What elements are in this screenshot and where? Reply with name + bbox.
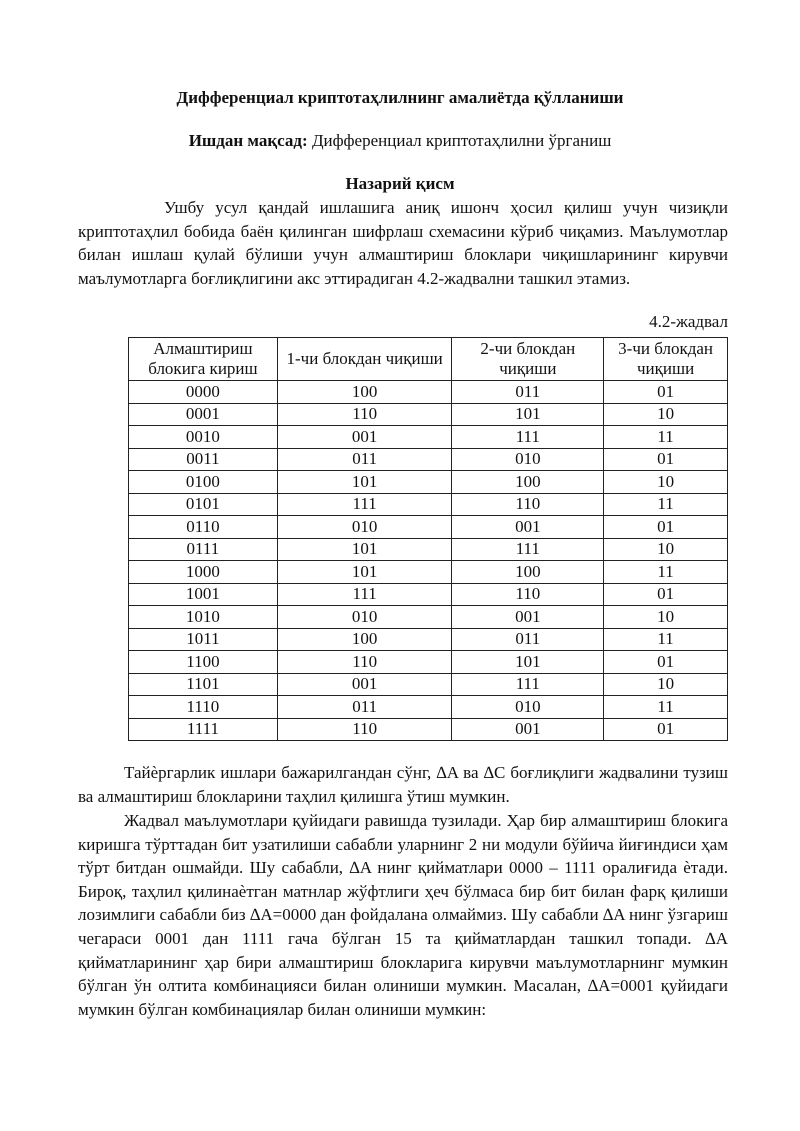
table-cell: 0010 bbox=[129, 426, 278, 449]
table-cell: 101 bbox=[277, 561, 452, 584]
table-row bbox=[129, 426, 728, 449]
table-cell: 001 bbox=[452, 516, 604, 539]
table-cell: 1000 bbox=[129, 561, 278, 584]
table-cell: 100 bbox=[452, 561, 604, 584]
table-cell: 101 bbox=[452, 403, 604, 426]
table-cell: 011 bbox=[277, 448, 452, 471]
table-cell: 110 bbox=[277, 718, 452, 741]
table-cell: 010 bbox=[277, 606, 452, 629]
paragraph-table-construction-text: Жадвал маълумотлари қуйидаги равишда тузилади. Ҳар бир алмаштириш блокига киришга тўрттадан бит узатилиши сабабли уларнинг 2 ни модули бўйича йиғиндиси ҳам тўрт битдан ошмайди. Шу сабабли, ∆A нинг қийматлари 0000 – 1111 оралиғида ѐтади. Бироқ, таҳлил қилинаѐтган матнлар жўфтлиги ҳеч бўлмаса бир бит билан фарқ қилиши лозимлиги сабабли биз ∆A=0000 дан фойдалана олмаймиз. Шу сабабли ∆A нинг ўзгариш чегараси 0001 дан 1111 гача бўлган 15 та қийматлардан ташкил топади. ∆A қийматларининг ҳар бири алмаштириш блокларига кирувчи маълумотларнинг мумкин бўлган ўн олтита комбинацияси билан олиниши мумкин. Масалан, ∆A=0001 қуйидаги мумкин бўлган комбинациялар билан олиниши мумкин: bbox=[78, 811, 728, 1019]
table-cell: 111 bbox=[452, 673, 604, 696]
table-cell: 01 bbox=[604, 651, 728, 674]
table-row bbox=[129, 696, 728, 719]
table-row bbox=[129, 448, 728, 471]
goal-text: Дифференциал криптотаҳлилни ўрганиш bbox=[307, 131, 612, 150]
table-cell: 11 bbox=[604, 426, 728, 449]
paragraph-preparation-text: Тайѐргарлик ишлари бажарилгандан сўнг, ∆A ва ∆C боғлиқлиги жадвалини тузиш ва алмаштириш блокларини таҳлил қилишга ўтиш мумкин. bbox=[78, 763, 728, 806]
table-cell: 010 bbox=[452, 696, 604, 719]
table-cell: 110 bbox=[277, 403, 452, 426]
table-cell: 110 bbox=[452, 493, 604, 516]
table-cell: 101 bbox=[277, 471, 452, 494]
header-block3: 3-чи блокдан чиқиши bbox=[604, 338, 728, 381]
table-cell: 0101 bbox=[129, 493, 278, 516]
table-row bbox=[129, 583, 728, 606]
paragraph-table-construction bbox=[78, 809, 728, 1021]
table-cell: 0011 bbox=[129, 448, 278, 471]
table-row bbox=[129, 538, 728, 561]
table-cell: 10 bbox=[604, 606, 728, 629]
table-cell: 0001 bbox=[129, 403, 278, 426]
table-cell: 110 bbox=[277, 651, 452, 674]
table-cell: 11 bbox=[604, 493, 728, 516]
table-row bbox=[129, 493, 728, 516]
table-cell: 0111 bbox=[129, 538, 278, 561]
table-cell: 1011 bbox=[129, 628, 278, 651]
section-title: Назарий қисм bbox=[345, 174, 455, 193]
table-cell: 1001 bbox=[129, 583, 278, 606]
table-cell: 01 bbox=[604, 583, 728, 606]
table-cell: 11 bbox=[604, 561, 728, 584]
table-cell: 111 bbox=[452, 426, 604, 449]
table-cell: 101 bbox=[452, 651, 604, 674]
table-cell: 10 bbox=[604, 471, 728, 494]
table-cell: 01 bbox=[604, 448, 728, 471]
table-header-row bbox=[129, 338, 728, 381]
table-cell: 011 bbox=[277, 696, 452, 719]
table-row bbox=[129, 718, 728, 741]
header-block1: 1-чи блокдан чиқиши bbox=[277, 338, 452, 381]
table-row bbox=[129, 628, 728, 651]
table-cell: 1111 bbox=[129, 718, 278, 741]
header-block2: 2-чи блокдан чиқиши bbox=[452, 338, 604, 381]
paragraph-intro-text: Ушбу усул қандай ишлашига аниқ ишонч ҳосил қилиш учун чизиқли криптотаҳлил бобида баён қилинган шифрлаш схемасини кўриб чиқамиз. Маълумотлар билан ишлаш қулай бўлиши учун алмаштириш блоклари чиқишларининг кирувчи маълумотларга боғлиқлигини акс эттирадиган 4.2-жадвални ташкил этамиз. bbox=[78, 198, 728, 288]
table-cell: 001 bbox=[277, 673, 452, 696]
table-cell: 010 bbox=[452, 448, 604, 471]
table-cell: 101 bbox=[277, 538, 452, 561]
table-cell: 111 bbox=[452, 538, 604, 561]
table-cell: 011 bbox=[452, 628, 604, 651]
table-cell: 111 bbox=[277, 583, 452, 606]
table-row bbox=[129, 673, 728, 696]
table-cell: 111 bbox=[277, 493, 452, 516]
table-cell: 10 bbox=[604, 673, 728, 696]
table-cell: 001 bbox=[452, 718, 604, 741]
table-row bbox=[129, 606, 728, 629]
table-cell: 01 bbox=[604, 516, 728, 539]
table-cell: 100 bbox=[277, 628, 452, 651]
table-cell: 0000 bbox=[129, 381, 278, 404]
table-cell: 11 bbox=[604, 628, 728, 651]
paragraph-intro bbox=[78, 196, 728, 290]
table-row bbox=[129, 471, 728, 494]
table-row bbox=[129, 516, 728, 539]
table-cell: 001 bbox=[277, 426, 452, 449]
table-cell: 001 bbox=[452, 606, 604, 629]
table-cell: 010 bbox=[277, 516, 452, 539]
table-cell: 01 bbox=[604, 381, 728, 404]
table-cell: 10 bbox=[604, 538, 728, 561]
goal-label: Ишдан мақсад: bbox=[188, 131, 308, 150]
table-cell: 1010 bbox=[129, 606, 278, 629]
goal-line bbox=[0, 131, 800, 151]
table-cell: 11 bbox=[604, 696, 728, 719]
table-body bbox=[129, 381, 728, 741]
table-cell: 10 bbox=[604, 403, 728, 426]
table-cell: 110 bbox=[452, 583, 604, 606]
table-row bbox=[129, 651, 728, 674]
table-row bbox=[129, 403, 728, 426]
table-cell: 011 bbox=[452, 381, 604, 404]
table-cell: 100 bbox=[277, 381, 452, 404]
paragraph-preparation bbox=[78, 761, 728, 808]
header-input: Алмаштириш блокига кириш bbox=[129, 338, 278, 381]
table-caption: 4.2-жадвал bbox=[649, 312, 728, 331]
table-cell: 100 bbox=[452, 471, 604, 494]
table-row bbox=[129, 561, 728, 584]
table-cell: 01 bbox=[604, 718, 728, 741]
substitution-table bbox=[128, 337, 728, 741]
table-cell: 0110 bbox=[129, 516, 278, 539]
table-cell: 1110 bbox=[129, 696, 278, 719]
table-cell: 1100 bbox=[129, 651, 278, 674]
table-cell: 0100 bbox=[129, 471, 278, 494]
table-cell: 1101 bbox=[129, 673, 278, 696]
table-row bbox=[129, 381, 728, 404]
document-title: Дифференциал криптотаҳлилнинг амалиётда қўлланиши bbox=[176, 88, 624, 107]
